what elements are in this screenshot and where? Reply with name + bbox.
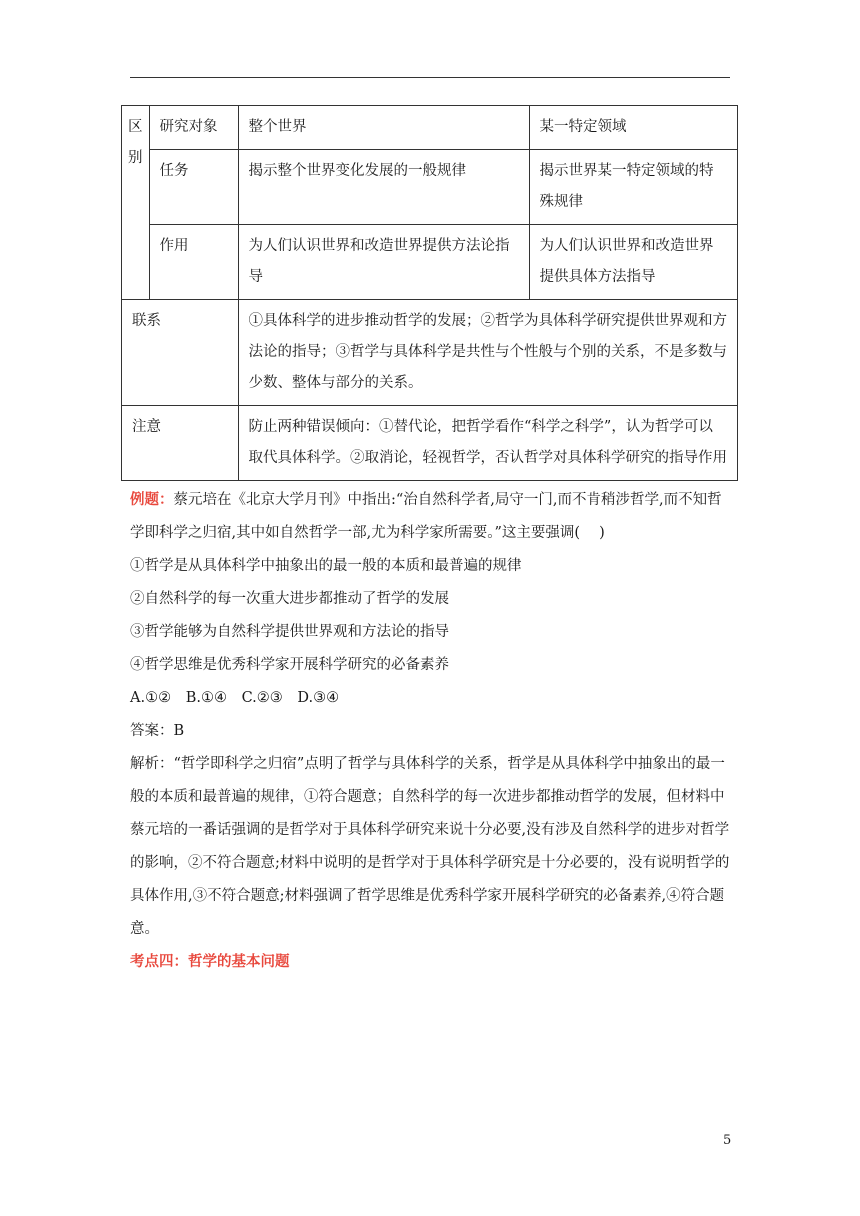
table-row: [122, 406, 738, 481]
analysis: 解析：“哲学即科学之归宿”点明了哲学与具体科学的关系，哲学是从具体科学中抽象出的最一般的本质和最普遍的规律，①符合题意；自然科学的每一次进步都推动哲学的发展，但材料中蔡元培的一番话强调的是哲学对于具体科学研究来说十分必要,没有涉及自然科学的进步对哲学的影响，②不符合题意;材料中说明的是哲学对于具体科学研究是十分必要的，没有说明哲学的具体作用,③不符合题意;材料强调了哲学思维是优秀科学家开展科学研究的必备素养,④符合题意。: [130, 756, 730, 937]
philosophy-cell: 为人们认识世界和改造世界提供方法论指导: [238, 225, 529, 300]
note-content: 防止两种错误倾向：①替代论，把哲学看作“科学之科学”，认为哲学可以取代具体科学。②取消论，轻视哲学，否认哲学对具体科学研究的指导作用: [238, 406, 738, 481]
item-cell: 作用: [149, 225, 238, 300]
note-label: 注意: [122, 406, 239, 481]
science-cell: 为人们认识世界和改造世界提供具体方法指导: [529, 225, 738, 300]
area-label-cell: [122, 106, 150, 300]
section-heading: 考点四：哲学的基本问题: [130, 954, 290, 970]
example-label: 例题：: [130, 492, 174, 508]
statement-2: ②自然科学的每一次重大进步都推动了哲学的发展: [130, 591, 449, 607]
science-cell: 揭示世界某一特定领域的特殊规律: [529, 150, 738, 225]
header-rule: [130, 77, 730, 78]
philosophy-cell: 揭示整个世界变化发展的一般规律: [238, 150, 529, 225]
table-row: [122, 225, 738, 300]
question-text: 蔡元培在《北京大学月刊》中指出:“治自然科学者,局守一门,而不肯稍涉哲学,而不知哲学即科学之归宿,其中如自然哲学一部,尤为科学家所需要。”这主要强调( ): [130, 492, 722, 541]
statement-4: ④哲学思维是优秀科学家开展科学研究的必备素养: [130, 657, 449, 673]
item-cell: 任务: [149, 150, 238, 225]
table-row: [122, 106, 738, 150]
answer: 答案：B: [130, 723, 185, 739]
option-c: C.②③: [241, 690, 283, 706]
example-question: [130, 484, 730, 550]
table-row: [122, 150, 738, 225]
area-label-char: 区: [128, 119, 143, 135]
statement-3: ③哲学能够为自然科学提供世界观和方法论的指导: [130, 624, 449, 640]
comparison-table: [121, 105, 738, 481]
area-label-char: 别: [128, 150, 143, 166]
option-d: D.③④: [297, 690, 340, 706]
option-b: B.①④: [185, 690, 227, 706]
connection-label: 联系: [122, 300, 239, 406]
item-cell: 研究对象: [149, 106, 238, 150]
page-number: 5: [723, 1133, 732, 1148]
example-section: [130, 484, 730, 979]
option-a: A.①②: [130, 690, 172, 706]
table-row: [122, 300, 738, 406]
answer-options: [130, 682, 730, 715]
connection-content: ①具体科学的进步推动哲学的发展；②哲学为具体科学研究提供世界观和方法论的指导；③哲学与具体科学是共性与个性般与个别的关系，不是多数与少数、整体与部分的关系。: [238, 300, 738, 406]
philosophy-cell: 整个世界: [238, 106, 529, 150]
science-cell: 某一特定领域: [529, 106, 738, 150]
statement-1: ①哲学是从具体科学中抽象出的最一般的本质和最普遍的规律: [130, 558, 522, 574]
